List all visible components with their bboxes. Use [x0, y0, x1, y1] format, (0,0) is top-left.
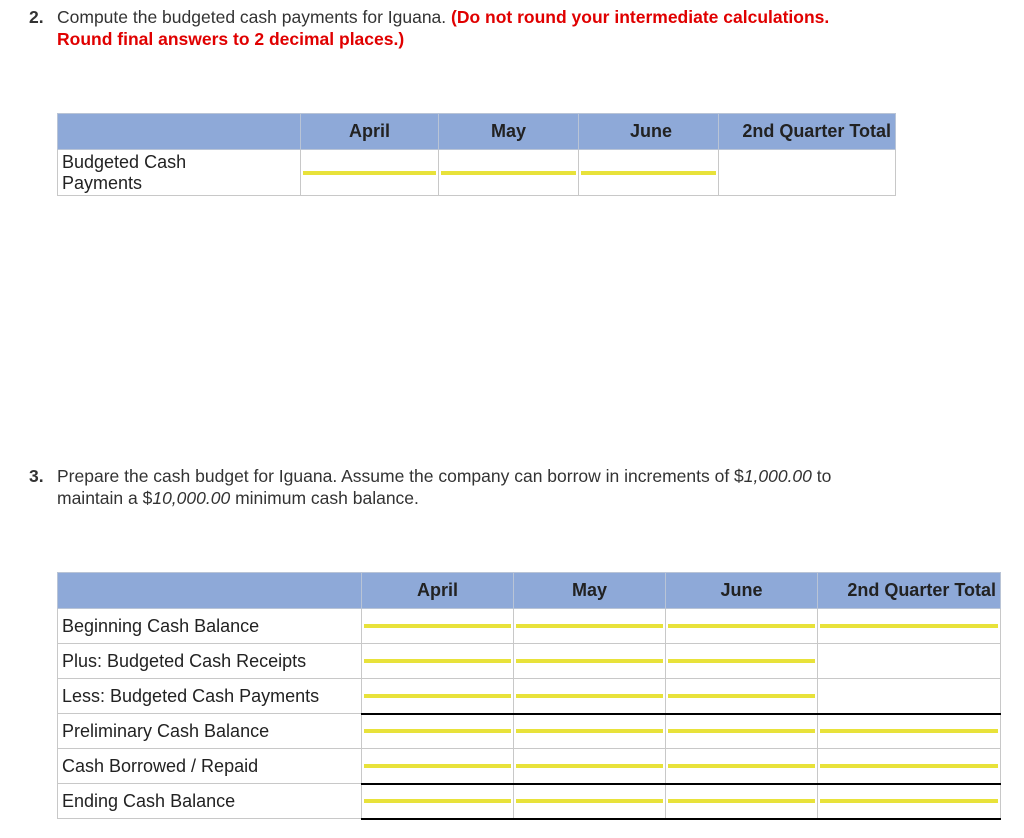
rounding-note-line1: (Do not round your intermediate calculations.	[451, 7, 830, 27]
cash-payments-table	[57, 113, 896, 196]
cell-receipts-total	[818, 644, 1001, 679]
question-3-body	[57, 465, 831, 509]
input-borrowed-june[interactable]	[668, 764, 815, 768]
input-receipts-june[interactable]	[668, 659, 815, 663]
input-ending-april[interactable]	[364, 799, 511, 803]
cell-receipts-april	[362, 644, 514, 679]
question-3-text-b: to	[811, 466, 832, 486]
cell-ending-april	[362, 784, 514, 819]
input-payments-may[interactable]	[516, 694, 663, 698]
row-label: Beginning Cash Balance	[58, 609, 362, 644]
input-borrowed-may[interactable]	[516, 764, 663, 768]
table-row	[58, 714, 1001, 749]
question-2-number: 2.	[29, 7, 44, 27]
cell-preliminary-april	[362, 714, 514, 749]
header-blank	[58, 573, 362, 609]
cell-payments-june	[666, 679, 818, 714]
input-payments-total[interactable]	[820, 694, 998, 698]
input-payments-may[interactable]	[441, 171, 576, 175]
input-payments-april[interactable]	[364, 694, 511, 698]
cell-payments-may	[439, 150, 579, 196]
header-may: May	[514, 573, 666, 609]
question-2-body	[57, 6, 829, 50]
cell-preliminary-may	[514, 714, 666, 749]
question-3-text-c: maintain a $	[57, 488, 153, 508]
header-quarter-total: 2nd Quarter Total	[818, 573, 1001, 609]
question-2	[29, 6, 989, 52]
row-label: Less: Budgeted Cash Payments	[58, 679, 362, 714]
header-april: April	[362, 573, 514, 609]
rounding-note-line2: Round final answers to 2 decimal places.)	[57, 29, 405, 49]
input-payments-april[interactable]	[303, 171, 436, 175]
cell-borrowed-may	[514, 749, 666, 784]
table-row	[58, 679, 1001, 714]
row-label-budgeted-cash-payments	[58, 150, 301, 196]
input-ending-total[interactable]	[820, 799, 998, 803]
cell-receipts-june	[666, 644, 818, 679]
header-quarter-total: 2nd Quarter Total	[719, 114, 896, 150]
row-label-line2: Payments	[62, 172, 143, 193]
input-ending-june[interactable]	[668, 799, 815, 803]
cell-borrowed-june	[666, 749, 818, 784]
question-3-text-d: minimum cash balance.	[230, 488, 419, 508]
table-row	[58, 150, 896, 196]
cell-payments-quarter-total	[719, 150, 896, 196]
question-3	[29, 465, 989, 511]
cell-beginning-june	[666, 609, 818, 644]
row-label: Plus: Budgeted Cash Receipts	[58, 644, 362, 679]
cash-budget-table	[57, 572, 1001, 820]
row-label: Preliminary Cash Balance	[58, 714, 362, 749]
row-label-line1: Budgeted Cash	[62, 151, 187, 172]
input-receipts-total[interactable]	[820, 659, 998, 663]
cell-beginning-april	[362, 609, 514, 644]
row-label: Ending Cash Balance	[58, 784, 362, 819]
question-3-number: 3.	[29, 466, 44, 486]
question-3-text-a: Prepare the cash budget for Iguana. Assume the company can borrow in increments of $	[57, 466, 744, 486]
input-borrowed-total[interactable]	[820, 764, 998, 768]
cell-preliminary-june	[666, 714, 818, 749]
cell-payments-may	[514, 679, 666, 714]
row-label: Cash Borrowed / Repaid	[58, 749, 362, 784]
input-receipts-april[interactable]	[364, 659, 511, 663]
input-preliminary-april[interactable]	[364, 729, 511, 733]
input-borrowed-april[interactable]	[364, 764, 511, 768]
cell-ending-total	[818, 784, 1001, 819]
cell-payments-june	[579, 150, 719, 196]
cell-ending-may	[514, 784, 666, 819]
header-blank	[58, 114, 301, 150]
table-row	[58, 749, 1001, 784]
cell-borrowed-total	[818, 749, 1001, 784]
cell-payments-total	[818, 679, 1001, 714]
header-row	[58, 573, 1001, 609]
header-row	[58, 114, 896, 150]
cell-payments-april	[301, 150, 439, 196]
input-payments-quarter-total[interactable]	[721, 171, 893, 175]
question-2-text: Compute the budgeted cash payments for Iguana.	[57, 7, 447, 27]
table-row	[58, 644, 1001, 679]
header-april: April	[301, 114, 439, 150]
input-beginning-april[interactable]	[364, 624, 511, 628]
cell-receipts-may	[514, 644, 666, 679]
input-payments-june[interactable]	[581, 171, 716, 175]
table-row	[58, 609, 1001, 644]
cell-preliminary-total	[818, 714, 1001, 749]
header-june: June	[579, 114, 719, 150]
input-ending-may[interactable]	[516, 799, 663, 803]
input-beginning-may[interactable]	[516, 624, 663, 628]
input-beginning-june[interactable]	[668, 624, 815, 628]
cell-beginning-may	[514, 609, 666, 644]
table-row	[58, 784, 1001, 819]
header-june: June	[666, 573, 818, 609]
increment-amount: 1,000.00	[743, 466, 812, 486]
header-may: May	[439, 114, 579, 150]
minimum-balance-amount: 10,000.00	[152, 488, 231, 508]
input-payments-june[interactable]	[668, 694, 815, 698]
cell-borrowed-april	[362, 749, 514, 784]
input-beginning-total[interactable]	[820, 624, 998, 628]
cell-ending-june	[666, 784, 818, 819]
input-receipts-may[interactable]	[516, 659, 663, 663]
input-preliminary-may[interactable]	[516, 729, 663, 733]
input-preliminary-june[interactable]	[668, 729, 815, 733]
input-preliminary-total[interactable]	[820, 729, 998, 733]
cell-payments-april	[362, 679, 514, 714]
cell-beginning-total	[818, 609, 1001, 644]
